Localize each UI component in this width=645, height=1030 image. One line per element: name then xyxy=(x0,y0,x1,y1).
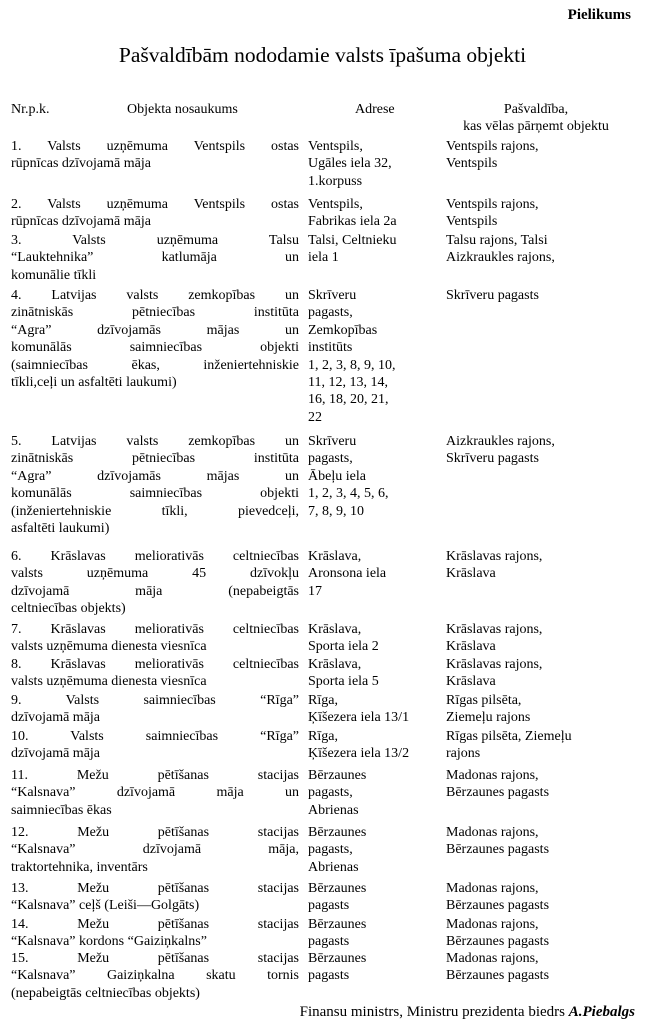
object-municipality-line: Ziemeļu rajons xyxy=(446,710,531,726)
object-municipality-line: Krāslavas rajons, xyxy=(446,622,543,637)
object-name-line: 4. Latvijas valsts zemkopības un xyxy=(11,288,299,303)
signer-title: Finansu ministrs, Ministru prezidenta biedrs xyxy=(299,1004,565,1020)
column-header-nr: Nr.p.k. xyxy=(11,102,50,117)
object-name-cell xyxy=(11,728,299,763)
object-municipality-cell xyxy=(446,880,645,915)
object-name-line: zinātniskās pētniecības institūta xyxy=(11,305,299,321)
document-title: Pašvaldībām nododamie valsts īpašuma objekti xyxy=(118,43,527,67)
object-address-line: pagasts xyxy=(308,968,350,984)
object-municipality-cell xyxy=(446,916,645,951)
object-municipality-line: Bērzaunes pagasts xyxy=(446,968,550,984)
object-address-line: Ķīšezera iela 13/2 xyxy=(308,746,410,762)
object-municipality-line: Madonas rajons, xyxy=(446,881,539,896)
object-municipality-line: Krāslavas rajons, xyxy=(446,657,543,672)
object-municipality-line: Rīgas pilsēta, Ziemeļu xyxy=(446,729,572,744)
object-address-line: Krāslava, xyxy=(308,549,362,564)
object-municipality-cell xyxy=(446,548,645,583)
object-name-line: (inženiertehniskie tīkli, pievedceļi, xyxy=(11,503,299,519)
object-address-line: Bērzaunes xyxy=(308,825,367,840)
object-municipality-line: Krāslava xyxy=(446,674,496,690)
object-address-cell xyxy=(308,880,436,915)
object-name-line: komunālie tīkli xyxy=(11,267,97,283)
object-name-line: 2. Valsts uzņēmuma Ventspils ostas xyxy=(11,197,299,212)
object-name-cell xyxy=(11,287,299,391)
object-name-line: komunālās saimniecības objekti xyxy=(11,486,299,502)
object-address-line: Ventspils, xyxy=(308,139,363,154)
object-address-line: 16, 18, 20, 21, xyxy=(308,392,389,408)
object-name-line: 6. Krāslavas meliorativās celtniecības xyxy=(11,549,299,564)
object-address-cell xyxy=(308,656,436,691)
object-address-line: pagasts, xyxy=(308,842,353,858)
object-address-cell xyxy=(308,916,436,951)
signature-line xyxy=(300,1004,635,1021)
object-municipality-line: Rīgas pilsēta, xyxy=(446,693,522,708)
object-name-line: valsts uzņēmuma dienesta viesnīca xyxy=(11,639,207,655)
object-address-line: Talsi, Celtnieku xyxy=(308,233,397,248)
object-address-line: Aronsona iela xyxy=(308,566,387,582)
object-name-line: 7. Krāslavas meliorativās celtniecības xyxy=(11,622,299,637)
object-address-line: pagasts, xyxy=(308,451,353,467)
object-municipality-line: Aizkraukles rajons, xyxy=(446,250,555,266)
object-address-line: Krāslava, xyxy=(308,657,362,672)
appendix-label: Pielikums xyxy=(567,7,631,23)
object-name-line: 14. Mežu pētīšanas stacijas xyxy=(11,917,299,932)
object-name-line: 1. Valsts uzņēmuma Ventspils ostas xyxy=(11,139,299,154)
object-name-line: 10. Valsts saimniecības “Rīga” xyxy=(11,729,299,744)
object-municipality-cell xyxy=(446,656,645,691)
object-name-line: “Agra” dzīvojamās mājas un xyxy=(11,322,299,338)
object-name-line: 5. Latvijas valsts zemkopības un xyxy=(11,434,299,449)
object-address-line: Bērzaunes xyxy=(308,768,367,783)
object-address-line: 7, 8, 9, 10 xyxy=(308,503,364,519)
object-municipality-line: Madonas rajons, xyxy=(446,917,539,932)
object-name-line: traktortehnika, inventārs xyxy=(11,859,148,875)
object-address-line: 1.korpuss xyxy=(308,173,363,189)
object-address-cell xyxy=(308,433,436,520)
object-address-line: Sporta iela 5 xyxy=(308,674,379,690)
column-header-name: Objekta nosaukums xyxy=(127,102,238,117)
object-address-line: pagasts xyxy=(308,934,350,950)
object-municipality-cell xyxy=(446,232,645,267)
object-name-line: asfaltēti laukumi) xyxy=(11,521,110,537)
object-name-line: 11. Mežu pētīšanas stacijas xyxy=(11,768,299,783)
object-address-cell xyxy=(308,232,436,267)
object-address-line: Bērzaunes xyxy=(308,951,367,966)
object-address-line: Bērzaunes xyxy=(308,917,367,932)
object-municipality-line: Bērzaunes pagasts xyxy=(446,842,550,858)
object-address-line: iela 1 xyxy=(308,250,339,266)
object-municipality-line: rajons xyxy=(446,746,481,762)
object-municipality-line: Skrīveru pagasts xyxy=(446,288,539,303)
object-municipality-cell xyxy=(446,196,645,231)
object-municipality-cell xyxy=(446,138,645,173)
object-name-line: 12. Mežu pētīšanas stacijas xyxy=(11,825,299,840)
object-municipality-line: Madonas rajons, xyxy=(446,951,539,966)
object-name-line: 15. Mežu pētīšanas stacijas xyxy=(11,951,299,966)
object-address-cell xyxy=(308,692,436,727)
object-municipality-line: Madonas rajons, xyxy=(446,768,539,783)
object-address-line: pagasts, xyxy=(308,785,353,801)
object-name-line: “Agra” dzīvojamās mājas un xyxy=(11,468,299,484)
object-address-line: institūts xyxy=(308,340,353,356)
object-municipality-cell xyxy=(446,621,645,656)
object-address-cell xyxy=(308,767,436,819)
object-name-line: celtniecības objekts) xyxy=(11,601,126,617)
column-header-address: Adrese xyxy=(355,102,395,117)
object-name-line: “Kalsnava” kordons “Gaiziņkalns” xyxy=(11,934,207,950)
object-name-cell xyxy=(11,138,299,173)
object-name-cell xyxy=(11,548,299,618)
object-address-line: Ventspils, xyxy=(308,197,363,212)
object-address-line: 22 xyxy=(308,409,322,425)
object-address-line: Ķīšezera iela 13/1 xyxy=(308,710,410,726)
object-address-line: Rīga, xyxy=(308,729,338,744)
object-name-line: (nepabeigtās celtniecības objekts) xyxy=(11,985,200,1001)
object-municipality-cell xyxy=(446,692,645,727)
object-municipality-line: Krāslavas rajons, xyxy=(446,549,543,564)
object-address-cell xyxy=(308,621,436,656)
object-address-line: Zemkopības xyxy=(308,322,378,338)
object-name-line: 13. Mežu pētīšanas stacijas xyxy=(11,881,299,896)
object-name-cell xyxy=(11,232,299,284)
object-municipality-line: Ventspils xyxy=(446,214,498,230)
object-name-line: tīkli,ceļi un asfaltēti laukumi) xyxy=(11,375,177,391)
object-address-line: pagasts xyxy=(308,898,350,914)
object-municipality-line: Bērzaunes pagasts xyxy=(446,785,550,801)
object-name-line: (saimniecības ēkas, inženiertehniskie xyxy=(11,357,299,373)
object-address-cell xyxy=(308,138,436,190)
object-name-line: komunālās saimniecības objekti xyxy=(11,340,299,356)
object-name-line: 8. Krāslavas meliorativās celtniecības xyxy=(11,657,299,672)
object-name-line: 9. Valsts saimniecības “Rīga” xyxy=(11,693,299,708)
object-name-line: dzīvojamā māja xyxy=(11,746,101,762)
object-municipality-cell xyxy=(446,767,645,802)
object-name-cell xyxy=(11,767,299,819)
object-name-line: dzīvojamā māja xyxy=(11,710,101,726)
object-address-line: Bērzaunes xyxy=(308,881,367,896)
object-name-cell xyxy=(11,621,299,656)
object-address-line: Fabrikas iela 2a xyxy=(308,214,397,230)
object-municipality-line: Talsu rajons, Talsi xyxy=(446,233,548,248)
object-municipality-line: Bērzaunes pagasts xyxy=(446,934,550,950)
object-address-cell xyxy=(308,824,436,876)
object-name-line: rūpnīcas dzīvojamā māja xyxy=(11,156,151,172)
object-name-cell xyxy=(11,656,299,691)
object-municipality-line: Krāslava xyxy=(446,639,496,655)
object-address-line: 1, 2, 3, 8, 9, 10, xyxy=(308,357,396,373)
object-address-line: Abrienas xyxy=(308,802,359,818)
object-municipality-line: Madonas rajons, xyxy=(446,825,539,840)
object-address-cell xyxy=(308,196,436,231)
object-address-line: Ugāles iela 32, xyxy=(308,156,392,172)
object-address-line: Ābeļu iela xyxy=(308,468,366,484)
object-address-line: 11, 12, 13, 14, xyxy=(308,375,388,391)
column-header-municipality xyxy=(441,101,631,135)
object-address-line: Abrienas xyxy=(308,859,359,875)
object-name-line: “Kalsnava” dzīvojamā māja, xyxy=(11,842,299,858)
object-municipality-line: Ventspils xyxy=(446,156,498,172)
object-municipality-cell xyxy=(446,824,645,859)
object-name-line: rūpnīcas dzīvojamā māja xyxy=(11,214,151,230)
object-address-line: Rīga, xyxy=(308,693,338,708)
object-address-line: Sporta iela 2 xyxy=(308,639,379,655)
object-name-line: zinātniskās pētniecības institūta xyxy=(11,451,299,467)
object-municipality-cell xyxy=(446,287,645,304)
object-name-cell xyxy=(11,692,299,727)
object-name-line: valsts uzņēmuma dienesta viesnīca xyxy=(11,674,207,690)
object-address-line: 1, 2, 3, 4, 5, 6, xyxy=(308,486,389,502)
object-name-cell xyxy=(11,916,299,951)
column-header-municipality-line: kas vēlas pārņemt objektu xyxy=(463,119,609,134)
object-name-line: “Lauktehnika” katlumāja un xyxy=(11,250,299,266)
object-municipality-cell xyxy=(446,728,645,763)
object-address-cell xyxy=(308,950,436,985)
column-header-municipality-line: Pašvaldība, xyxy=(503,102,569,117)
object-municipality-line: Bērzaunes pagasts xyxy=(446,898,550,914)
signer-name: A.Piebalgs xyxy=(568,1004,635,1020)
object-address-cell xyxy=(308,728,436,763)
object-address-cell xyxy=(308,548,436,600)
object-name-line: “Kalsnava” ceļš (Leiši—Golgāts) xyxy=(11,898,200,914)
object-address-line: Krāslava, xyxy=(308,622,362,637)
object-municipality-line: Ventspils rajons, xyxy=(446,139,539,154)
object-name-line: 3. Valsts uzņēmuma Talsu xyxy=(11,233,299,248)
object-name-cell xyxy=(11,196,299,231)
object-address-line: 17 xyxy=(308,583,322,599)
object-municipality-line: Skrīveru pagasts xyxy=(446,451,539,467)
object-municipality-cell xyxy=(446,950,645,985)
object-municipality-line: Krāslava xyxy=(446,566,496,582)
object-address-line: Skrīveru xyxy=(308,434,357,449)
object-name-cell xyxy=(11,880,299,915)
object-name-cell xyxy=(11,950,299,1002)
object-name-line: “Kalsnava” Gaiziņkalna skatu tornis xyxy=(11,968,299,984)
object-name-line: dzīvojamā māja (nepabeigtās xyxy=(11,583,299,599)
object-name-line: “Kalsnava” dzīvojamā māja un xyxy=(11,785,299,801)
object-address-line: Skrīveru xyxy=(308,288,357,303)
object-address-cell xyxy=(308,287,436,426)
object-municipality-line: Aizkraukles rajons, xyxy=(446,434,555,449)
object-name-line: valsts uzņēmuma 45 dzīvokļu xyxy=(11,566,299,582)
object-name-cell xyxy=(11,433,299,537)
object-name-line: saimniecības ēkas xyxy=(11,802,112,818)
object-municipality-cell xyxy=(446,433,645,468)
object-address-line: pagasts, xyxy=(308,305,353,321)
object-name-cell xyxy=(11,824,299,876)
object-municipality-line: Ventspils rajons, xyxy=(446,197,539,212)
